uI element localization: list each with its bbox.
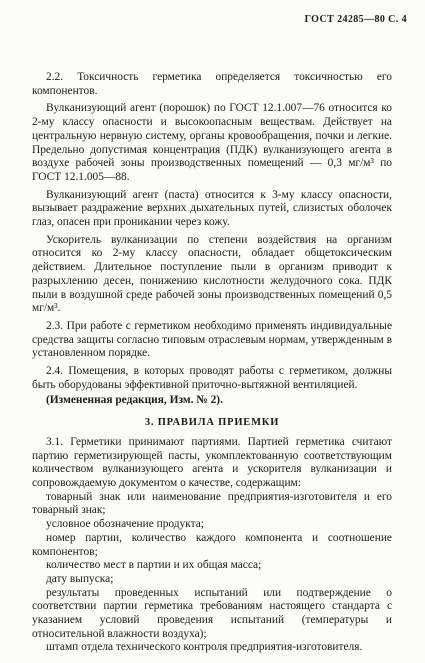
list-item: количество мест в партии и их общая масса; xyxy=(46,559,262,572)
change-note: (Измененная редакция, Изм. № 2). xyxy=(46,394,223,407)
list-item: дату выпуска; xyxy=(46,572,114,585)
paragraph-2-3: 2.3. При работе с герметиком необходимо применять индивидуальные средства защиты согласно типовым отраслевым нормам, утвержденным в установленном порядке. xyxy=(32,319,392,360)
list-item: товарный знак или наименование предприятия-изготовителя и его товарный знак; xyxy=(32,490,392,517)
list-item: условное обозначение продукта; xyxy=(46,518,204,531)
paragraph-2-4: 2.4. Помещения, в которых проводят работы с герметиком, должны быть оборудованы эффективной приточно-вытяжной вентиляцией. xyxy=(32,365,392,391)
list-item: результаты проведенных испытаний или подтверждение о соответствии партии герметика требованиям настоящего стандарта с указанием условий проведения испытаний (температуры и относительной влажности воздуха); xyxy=(32,586,392,640)
document-body xyxy=(32,71,392,655)
section-title: 3. ПРАВИЛА ПРИЕМКИ xyxy=(144,417,280,429)
page-header: ГОСТ 24285—80 С. 4 xyxy=(304,14,407,25)
paragraph-vulcanizing-agent-paste: Вулканизующий агент (паста) относится к 3-му классу опасности, вызывает раздражение верхних дыхательных путей, слизистых оболочек глаз, опасен при проникании через кожу. xyxy=(32,188,392,229)
list-item: номер партии, количество каждого компонента и соотношение компонентов; xyxy=(32,531,392,558)
paragraph-accelerator: Ускоритель вулканизации по степени воздействия на организм относится ко 2-му классу опасности, обладает общетоксическим действием. Длительное поступление пыли в организм приводит к разрыхлению десен, понижению кислотности желудочного сока. ПДК пыли в воздушной среде рабочей зоны производственных помещений 0,5 мг/м³. xyxy=(32,233,392,315)
paragraph-vulcanizing-agent-powder: Вулканизующий агент (порошок) по ГОСТ 12.1.007—76 относится ко 2-му классу опасности и высокоопасным веществам. Действует на центральную нервную систему, органы кровообращения, почки и легкие. Предельно допустимая концентрация (ПДК) вулканизующего агента в воздухе рабочей зоны производственных помещений — 0,3 мг/м³ по ГОСТ 12.1.005—88. xyxy=(32,102,392,183)
paragraph-3-1: 3.1. Герметики принимают партиями. Партией герметика считают партию герметизирующей пасты, укомплектованную соответствующим количеством вулканизующего агента и ускорителя вулканизации и сопровождаемую документом о качестве, содержащим: xyxy=(32,435,392,489)
paragraph-2-2: 2.2. Токсичность герметика определяется токсичностью его компонентов. xyxy=(32,71,392,97)
list-item: штамп отдела технического контроля предприятия-изготовителя. xyxy=(46,641,363,654)
